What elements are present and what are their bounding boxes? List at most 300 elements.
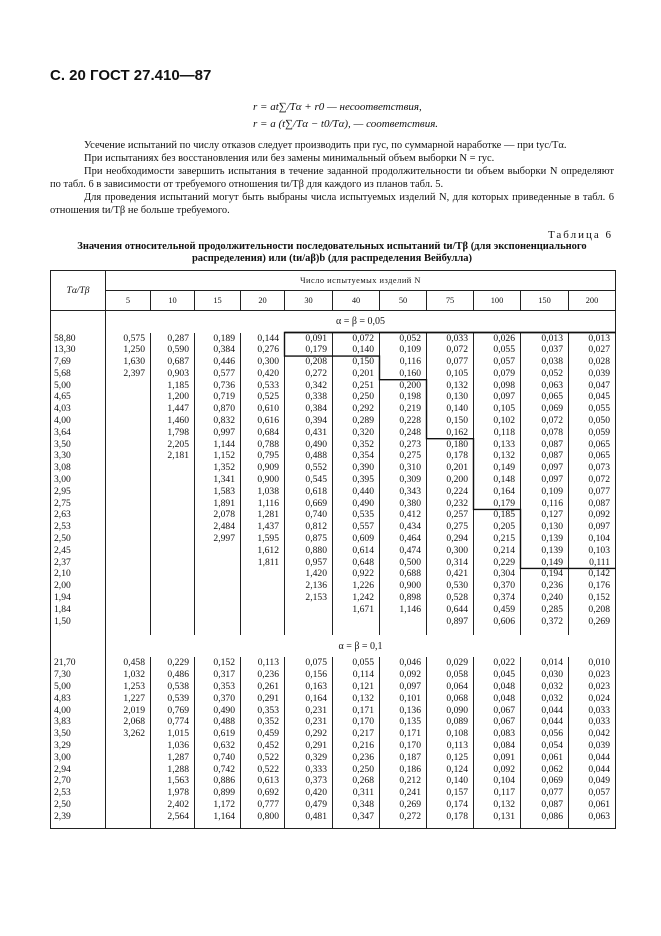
value-cell: 0,101 bbox=[380, 693, 427, 705]
ratio-cell: 21,70 bbox=[51, 657, 106, 669]
table-row bbox=[51, 705, 616, 717]
ratio-cell: 1,50 bbox=[51, 616, 106, 628]
value-cell: 0,061 bbox=[521, 752, 569, 764]
value-cell: 0,028 bbox=[569, 356, 616, 368]
value-cell: 0,832 bbox=[195, 415, 241, 427]
value-cell bbox=[106, 616, 151, 628]
value-cell: 0,317 bbox=[195, 669, 241, 681]
paragraph: При необходимости завершить испытания в течение заданной продолжительности tи объем выборки N определяют по табл. 6 в зависимости от требуемого отношения tи/Tβ для каждого из планов табл. 5. bbox=[50, 166, 614, 190]
value-cell: 0,065 bbox=[521, 391, 569, 403]
value-cell: 0,329 bbox=[285, 752, 333, 764]
value-cell: 0,171 bbox=[333, 705, 380, 717]
table-row bbox=[51, 592, 616, 604]
value-cell: 0,065 bbox=[569, 439, 616, 451]
value-cell: 1,116 bbox=[241, 498, 285, 510]
value-cell: 0,194 bbox=[521, 568, 569, 580]
value-cell bbox=[151, 580, 195, 592]
value-cell bbox=[151, 486, 195, 498]
ratio-cell: 1,94 bbox=[51, 592, 106, 604]
table-row bbox=[51, 439, 616, 451]
value-cell: 0,033 bbox=[427, 333, 474, 345]
value-cell bbox=[151, 604, 195, 616]
ratio-cell: 7,69 bbox=[51, 356, 106, 368]
ratio-cell: 3,50 bbox=[51, 728, 106, 740]
value-cell: 0,479 bbox=[285, 799, 333, 811]
value-cell: 0,164 bbox=[285, 693, 333, 705]
value-cell bbox=[195, 592, 241, 604]
value-cell: 1,015 bbox=[151, 728, 195, 740]
value-cell: 1,811 bbox=[241, 557, 285, 569]
value-cell: 0,289 bbox=[333, 415, 380, 427]
value-cell: 0,132 bbox=[474, 799, 521, 811]
table-row bbox=[51, 669, 616, 681]
table-row bbox=[51, 368, 616, 380]
column-header: 10 bbox=[151, 291, 195, 311]
value-cell: 0,048 bbox=[474, 681, 521, 693]
column-header: 15 bbox=[195, 291, 241, 311]
value-cell bbox=[151, 592, 195, 604]
table-row bbox=[51, 728, 616, 740]
spacer-cell bbox=[151, 823, 195, 829]
value-cell: 0,903 bbox=[151, 368, 195, 380]
ratio-cell: 3,29 bbox=[51, 740, 106, 752]
value-cell: 1,185 bbox=[151, 380, 195, 392]
table-row bbox=[51, 474, 616, 486]
value-cell: 0,072 bbox=[333, 333, 380, 345]
value-cell: 0,150 bbox=[427, 415, 474, 427]
value-cell: 1,420 bbox=[285, 568, 333, 580]
ratio-cell: 2,53 bbox=[51, 787, 106, 799]
value-cell: 1,036 bbox=[151, 740, 195, 752]
value-cell: 0,333 bbox=[285, 764, 333, 776]
value-cell: 1,152 bbox=[195, 450, 241, 462]
value-cell: 0,130 bbox=[427, 391, 474, 403]
ratio-cell: 13,30 bbox=[51, 344, 106, 356]
value-cell: 0,045 bbox=[474, 669, 521, 681]
value-cell: 0,097 bbox=[521, 474, 569, 486]
value-cell: 0,055 bbox=[333, 657, 380, 669]
value-cell: 2,564 bbox=[151, 811, 195, 823]
value-cell: 0,058 bbox=[427, 669, 474, 681]
value-cell: 0,075 bbox=[285, 657, 333, 669]
table-title-line1: Значения относительной продолжительности последовательных испытаний tи/Tβ (для экспоненциального bbox=[77, 241, 587, 252]
value-cell bbox=[106, 533, 151, 545]
section-label: α = β = 0,1 bbox=[106, 635, 616, 657]
spacer-cell bbox=[521, 823, 569, 829]
value-cell bbox=[106, 787, 151, 799]
value-cell: 2,397 bbox=[106, 368, 151, 380]
value-cell bbox=[151, 557, 195, 569]
ratio-cell: 2,10 bbox=[51, 568, 106, 580]
formula-conformity bbox=[253, 118, 438, 130]
value-cell: 1,253 bbox=[106, 681, 151, 693]
value-cell: 0,215 bbox=[474, 533, 521, 545]
value-cell: 0,490 bbox=[285, 439, 333, 451]
ratio-cell: 7,30 bbox=[51, 669, 106, 681]
value-cell: 0,162 bbox=[427, 427, 474, 439]
value-cell: 0,530 bbox=[427, 580, 474, 592]
value-cell: 0,069 bbox=[521, 403, 569, 415]
value-cell: 0,132 bbox=[333, 693, 380, 705]
value-cell: 0,687 bbox=[151, 356, 195, 368]
value-cell bbox=[106, 439, 151, 451]
value-cell: 0,236 bbox=[241, 669, 285, 681]
value-cell: 0,033 bbox=[569, 705, 616, 717]
value-cell: 0,374 bbox=[474, 592, 521, 604]
value-cell: 0,294 bbox=[427, 533, 474, 545]
value-cell: 0,208 bbox=[285, 356, 333, 368]
value-cell: 0,187 bbox=[380, 752, 427, 764]
value-cell: 0,216 bbox=[333, 740, 380, 752]
table-row bbox=[51, 498, 616, 510]
value-cell: 0,149 bbox=[474, 462, 521, 474]
value-cell: 2,997 bbox=[195, 533, 241, 545]
value-cell: 0,314 bbox=[427, 557, 474, 569]
ratio-cell: 3,50 bbox=[51, 439, 106, 451]
value-cell: 0,590 bbox=[151, 344, 195, 356]
table-row bbox=[51, 616, 616, 628]
table-row bbox=[51, 740, 616, 752]
value-cell bbox=[106, 752, 151, 764]
ratio-cell: 2,94 bbox=[51, 764, 106, 776]
value-cell: 0,899 bbox=[195, 787, 241, 799]
value-cell: 0,156 bbox=[285, 669, 333, 681]
table-title bbox=[50, 241, 614, 265]
value-cell: 1,146 bbox=[380, 604, 427, 616]
value-cell: 0,072 bbox=[521, 415, 569, 427]
value-cell: 0,097 bbox=[521, 462, 569, 474]
value-cell: 0,176 bbox=[569, 580, 616, 592]
value-cell bbox=[106, 391, 151, 403]
table-row bbox=[51, 604, 616, 616]
value-cell: 0,157 bbox=[427, 787, 474, 799]
value-cell bbox=[380, 616, 427, 628]
value-cell: 0,719 bbox=[195, 391, 241, 403]
value-cell: 1,341 bbox=[195, 474, 241, 486]
value-cell: 0,269 bbox=[569, 616, 616, 628]
value-cell: 0,054 bbox=[521, 740, 569, 752]
value-cell: 0,150 bbox=[333, 356, 380, 368]
value-cell: 0,795 bbox=[241, 450, 285, 462]
spacer-cell bbox=[569, 823, 616, 829]
value-cell: 0,103 bbox=[569, 545, 616, 557]
value-cell: 1,144 bbox=[195, 439, 241, 451]
value-cell: 0,535 bbox=[333, 509, 380, 521]
value-cell bbox=[151, 545, 195, 557]
value-cell: 0,500 bbox=[380, 557, 427, 569]
first-col-header: Tα/Tβ bbox=[51, 271, 106, 311]
table-row bbox=[51, 450, 616, 462]
spacer-cell bbox=[569, 627, 616, 635]
value-cell: 0,077 bbox=[569, 486, 616, 498]
value-cell: 0,275 bbox=[427, 521, 474, 533]
value-cell: 0,105 bbox=[427, 368, 474, 380]
value-cell: 0,201 bbox=[333, 368, 380, 380]
ratio-cell: 5,00 bbox=[51, 380, 106, 392]
value-cell: 1,352 bbox=[195, 462, 241, 474]
value-cell: 0,170 bbox=[333, 716, 380, 728]
ratio-cell: 2,50 bbox=[51, 533, 106, 545]
value-cell: 0,613 bbox=[241, 775, 285, 787]
value-cell: 0,214 bbox=[474, 545, 521, 557]
data-table bbox=[50, 270, 616, 829]
column-header: 5 bbox=[106, 291, 151, 311]
value-cell: 0,261 bbox=[241, 681, 285, 693]
value-cell: 0,180 bbox=[427, 439, 474, 451]
value-cell: 0,118 bbox=[474, 427, 521, 439]
value-cell: 0,077 bbox=[427, 356, 474, 368]
value-cell bbox=[106, 450, 151, 462]
value-cell: 0,539 bbox=[151, 693, 195, 705]
value-cell: 0,047 bbox=[569, 380, 616, 392]
value-cell: 2,205 bbox=[151, 439, 195, 451]
value-cell: 0,026 bbox=[474, 333, 521, 345]
value-cell: 1,242 bbox=[333, 592, 380, 604]
value-cell: 0,185 bbox=[474, 509, 521, 521]
ratio-cell: 5,00 bbox=[51, 681, 106, 693]
value-cell: 0,056 bbox=[521, 728, 569, 740]
value-cell: 0,342 bbox=[285, 380, 333, 392]
value-cell: 0,114 bbox=[333, 669, 380, 681]
value-cell bbox=[241, 616, 285, 628]
value-cell: 0,353 bbox=[241, 705, 285, 717]
value-cell: 0,273 bbox=[380, 439, 427, 451]
value-cell: 1,630 bbox=[106, 356, 151, 368]
value-cell: 1,250 bbox=[106, 344, 151, 356]
value-cell: 0,023 bbox=[569, 681, 616, 693]
spacer-cell bbox=[195, 823, 241, 829]
value-cell: 0,285 bbox=[521, 604, 569, 616]
value-cell: 0,575 bbox=[106, 333, 151, 345]
value-cell bbox=[106, 568, 151, 580]
value-cell: 0,269 bbox=[380, 799, 427, 811]
value-cell: 0,086 bbox=[521, 811, 569, 823]
value-cell: 1,164 bbox=[195, 811, 241, 823]
value-cell: 0,116 bbox=[521, 498, 569, 510]
spacer-cell bbox=[51, 823, 106, 829]
table-row bbox=[51, 545, 616, 557]
value-cell: 0,431 bbox=[285, 427, 333, 439]
value-cell: 0,522 bbox=[241, 764, 285, 776]
value-cell bbox=[241, 568, 285, 580]
value-cell bbox=[106, 764, 151, 776]
column-header: 200 bbox=[569, 291, 616, 311]
value-cell: 0,104 bbox=[474, 775, 521, 787]
value-cell bbox=[106, 521, 151, 533]
table-label: Таблица 6 bbox=[547, 229, 613, 241]
value-cell bbox=[333, 616, 380, 628]
value-cell: 0,870 bbox=[195, 403, 241, 415]
value-cell bbox=[195, 604, 241, 616]
value-cell bbox=[106, 799, 151, 811]
value-cell: 1,032 bbox=[106, 669, 151, 681]
table-row bbox=[51, 533, 616, 545]
value-cell: 0,200 bbox=[380, 380, 427, 392]
body-text bbox=[50, 139, 614, 217]
value-cell: 0,372 bbox=[521, 616, 569, 628]
value-cell: 0,160 bbox=[380, 368, 427, 380]
spacer-cell bbox=[333, 823, 380, 829]
value-cell: 0,079 bbox=[474, 368, 521, 380]
value-cell: 0,148 bbox=[474, 474, 521, 486]
table-row bbox=[51, 775, 616, 787]
value-cell: 0,228 bbox=[380, 415, 427, 427]
value-cell bbox=[106, 811, 151, 823]
value-cell: 0,240 bbox=[521, 592, 569, 604]
value-cell: 2,136 bbox=[285, 580, 333, 592]
spacer-cell bbox=[241, 627, 285, 635]
value-cell: 0,044 bbox=[569, 752, 616, 764]
value-cell bbox=[151, 462, 195, 474]
value-cell: 0,644 bbox=[427, 604, 474, 616]
value-cell bbox=[106, 403, 151, 415]
value-cell: 0,373 bbox=[285, 775, 333, 787]
value-cell: 0,390 bbox=[333, 462, 380, 474]
table-row bbox=[51, 681, 616, 693]
value-cell: 0,231 bbox=[285, 716, 333, 728]
value-cell: 0,044 bbox=[569, 764, 616, 776]
value-cell: 0,900 bbox=[380, 580, 427, 592]
value-cell: 2,181 bbox=[151, 450, 195, 462]
value-cell: 0,272 bbox=[285, 368, 333, 380]
ratio-cell: 5,68 bbox=[51, 368, 106, 380]
spacer-row bbox=[51, 823, 616, 829]
value-cell: 0,022 bbox=[474, 657, 521, 669]
spacer-cell bbox=[106, 823, 151, 829]
value-cell: 0,922 bbox=[333, 568, 380, 580]
section-blank-cell bbox=[51, 311, 106, 333]
value-cell: 0,347 bbox=[333, 811, 380, 823]
value-cell: 0,310 bbox=[380, 462, 427, 474]
value-cell: 0,105 bbox=[474, 403, 521, 415]
value-cell: 1,281 bbox=[241, 509, 285, 521]
value-cell: 0,061 bbox=[569, 799, 616, 811]
value-cell: 0,048 bbox=[474, 693, 521, 705]
spacer-row bbox=[51, 627, 616, 635]
value-cell: 0,189 bbox=[195, 333, 241, 345]
value-cell: 1,038 bbox=[241, 486, 285, 498]
value-cell: 0,900 bbox=[241, 474, 285, 486]
value-cell: 0,384 bbox=[285, 403, 333, 415]
value-cell: 0,171 bbox=[380, 728, 427, 740]
value-cell: 0,135 bbox=[380, 716, 427, 728]
value-cell: 0,013 bbox=[569, 333, 616, 345]
value-cell: 0,139 bbox=[521, 545, 569, 557]
value-cell bbox=[151, 616, 195, 628]
value-cell: 0,140 bbox=[427, 775, 474, 787]
table-row bbox=[51, 380, 616, 392]
value-cell: 0,614 bbox=[333, 545, 380, 557]
ratio-cell: 58,80 bbox=[51, 333, 106, 345]
value-cell: 0,117 bbox=[474, 787, 521, 799]
value-cell bbox=[285, 604, 333, 616]
spacer-cell bbox=[380, 823, 427, 829]
value-cell: 0,898 bbox=[380, 592, 427, 604]
value-cell: 0,354 bbox=[333, 450, 380, 462]
value-cell: 0,231 bbox=[285, 705, 333, 717]
value-cell bbox=[151, 474, 195, 486]
ratio-cell: 2,50 bbox=[51, 799, 106, 811]
value-cell: 0,434 bbox=[380, 521, 427, 533]
section-header-row bbox=[51, 635, 616, 657]
value-cell: 0,740 bbox=[285, 509, 333, 521]
ratio-cell: 2,39 bbox=[51, 811, 106, 823]
column-header: 150 bbox=[521, 291, 569, 311]
ratio-cell: 4,03 bbox=[51, 403, 106, 415]
value-cell: 0,067 bbox=[474, 716, 521, 728]
value-cell: 0,343 bbox=[380, 486, 427, 498]
value-cell: 0,130 bbox=[521, 521, 569, 533]
table-row bbox=[51, 752, 616, 764]
value-cell: 0,170 bbox=[380, 740, 427, 752]
value-cell: 0,084 bbox=[474, 740, 521, 752]
value-cell bbox=[241, 604, 285, 616]
value-cell: 0,045 bbox=[569, 391, 616, 403]
value-cell: 0,089 bbox=[427, 716, 474, 728]
value-cell: 1,891 bbox=[195, 498, 241, 510]
value-cell bbox=[106, 486, 151, 498]
spacer-cell bbox=[106, 627, 151, 635]
value-cell: 0,648 bbox=[333, 557, 380, 569]
table-row bbox=[51, 557, 616, 569]
value-cell: 0,217 bbox=[333, 728, 380, 740]
formula-nonconformity-text: r = at∑/Tα + r0 — несоответствия, bbox=[253, 101, 422, 113]
value-cell: 0,241 bbox=[380, 787, 427, 799]
value-cell: 0,092 bbox=[569, 509, 616, 521]
value-cell: 0,777 bbox=[241, 799, 285, 811]
ratio-cell: 4,00 bbox=[51, 705, 106, 717]
value-cell: 2,484 bbox=[195, 521, 241, 533]
value-cell: 0,632 bbox=[195, 740, 241, 752]
value-cell: 0,127 bbox=[521, 509, 569, 521]
value-cell: 0,309 bbox=[380, 474, 427, 486]
value-cell: 0,069 bbox=[521, 775, 569, 787]
section-header-row bbox=[51, 311, 616, 333]
value-cell: 2,068 bbox=[106, 716, 151, 728]
table-row bbox=[51, 344, 616, 356]
value-cell: 0,014 bbox=[521, 657, 569, 669]
value-cell: 0,774 bbox=[151, 716, 195, 728]
value-cell: 0,525 bbox=[241, 391, 285, 403]
value-cell: 0,488 bbox=[285, 450, 333, 462]
value-cell: 0,320 bbox=[333, 427, 380, 439]
column-header-row bbox=[51, 291, 616, 311]
value-cell: 0,201 bbox=[427, 462, 474, 474]
value-cell bbox=[285, 616, 333, 628]
value-cell: 0,875 bbox=[285, 533, 333, 545]
section-blank-cell bbox=[51, 635, 106, 657]
value-cell: 0,055 bbox=[569, 403, 616, 415]
value-cell: 0,057 bbox=[569, 787, 616, 799]
value-cell: 0,370 bbox=[195, 693, 241, 705]
table-title-line2: распределения) или (tи/aβ)b (для распределения Вейбулла) bbox=[191, 253, 473, 264]
ratio-cell: 2,45 bbox=[51, 545, 106, 557]
value-cell: 0,538 bbox=[151, 681, 195, 693]
value-cell: 0,092 bbox=[380, 669, 427, 681]
value-cell: 1,671 bbox=[333, 604, 380, 616]
value-cell: 0,788 bbox=[241, 439, 285, 451]
value-cell: 0,091 bbox=[474, 752, 521, 764]
value-cell: 0,029 bbox=[427, 657, 474, 669]
value-cell: 0,090 bbox=[427, 705, 474, 717]
value-cell: 0,684 bbox=[241, 427, 285, 439]
value-cell: 0,064 bbox=[427, 681, 474, 693]
group-header: Число испытуемых изделий N bbox=[106, 271, 616, 291]
value-cell: 0,812 bbox=[285, 521, 333, 533]
value-cell: 0,452 bbox=[241, 740, 285, 752]
value-cell: 0,132 bbox=[474, 450, 521, 462]
value-cell: 0,057 bbox=[474, 356, 521, 368]
